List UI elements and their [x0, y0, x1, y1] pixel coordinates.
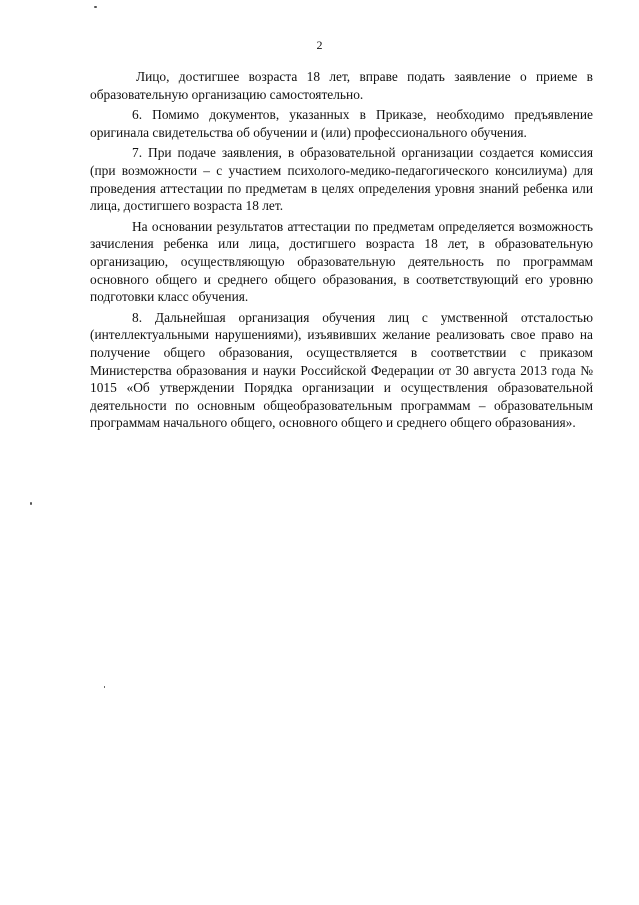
scan-speck	[94, 6, 97, 8]
document-body	[90, 68, 593, 435]
scan-speck	[104, 686, 105, 688]
paragraph-item-7-commission: 7. При подаче заявления, в образовательной организации создается комиссия (при возможности – с участием психолого-медико-педагогического консилиума) для проведения аттестации по предметам в целях определения уровня знаний ребенка или лица, достигшего возраста 18 лет.	[90, 145, 593, 214]
paragraph-item-8-further-education: 8. Дальнейшая организация обучения лиц с умственной отсталостью (интеллектуальными нарушениями), изъявивших желание реализовать свое право на получение общего образования, осуществляется в соответствии с приказом Министерства образования и науки Российской Федерации от 30 августа 2013 года № 1015 «Об утверждении Порядка организации и осуществления образовательной деятельности по основным общеобразовательным программам – образовательным программам начального общего, основного общего и среднего общего образования».	[90, 309, 593, 431]
scan-speck	[30, 502, 32, 505]
page-number: 2	[316, 38, 323, 52]
paragraph-attestation-results: На основании результатов аттестации по предметам определяется возможность зачисления ребенка или лица, достигшего возраста 18 лет, в образовательную организацию, осуществляющую образовательную деятельность по программам основного общего и среднего общего образования, в соответствующий его уровню подготовки класс обучения.	[90, 218, 593, 305]
paragraph-item-6-documents: 6. Помимо документов, указанных в Приказе, необходимо предъявление оригинала свидетельства об обучении и (или) профессионального обучения.	[90, 107, 593, 140]
paragraph-adult-application: Лицо, достигшее возраста 18 лет, вправе подать заявление о приеме в образовательную организацию самостоятельно.	[90, 69, 593, 102]
